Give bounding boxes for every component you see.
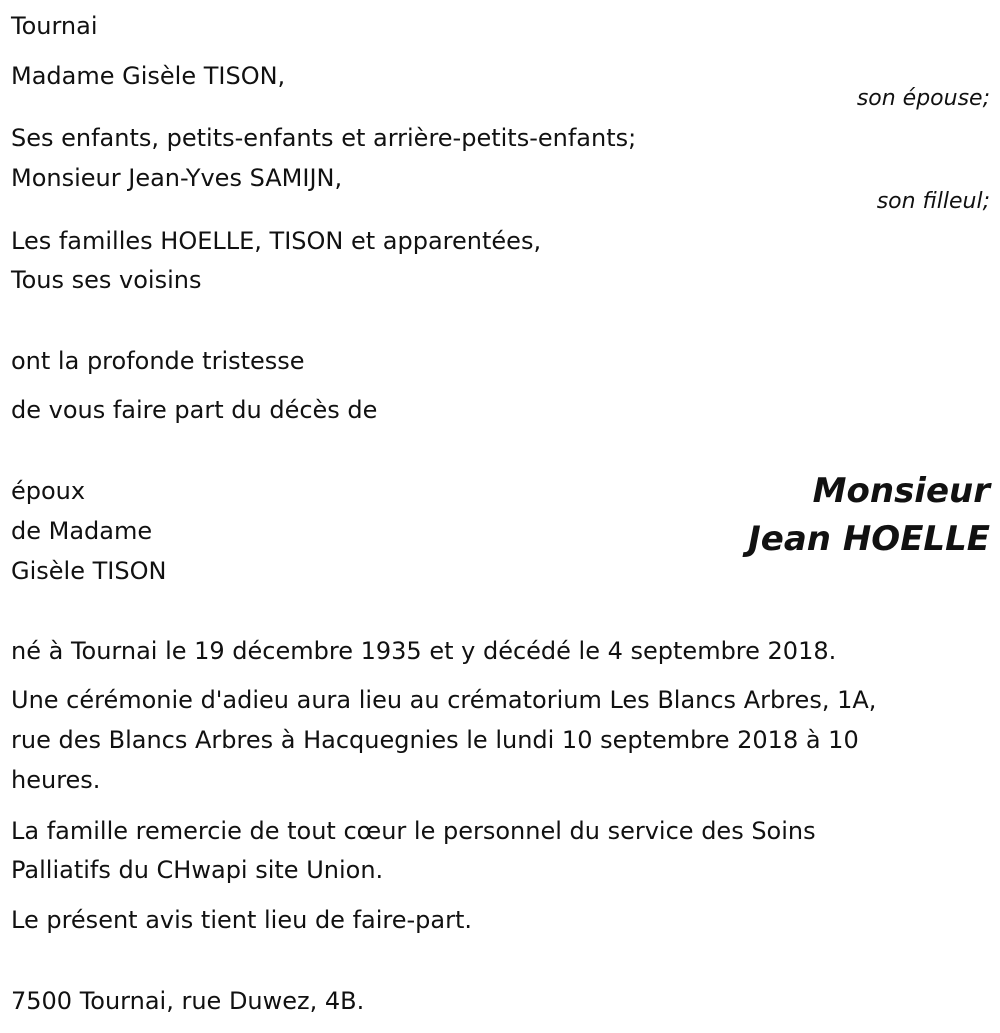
godson-role: son filleul; [876, 189, 990, 214]
ceremony-line-2: rue des Blancs Arbres à Hacquegnies le lundi 10 septembre 2018 à 10 [11, 726, 859, 754]
spouse-line: Madame Gisèle TISON, [11, 62, 286, 90]
children-line: Ses enfants, petits-enfants et arrière-petits-enfants; [11, 124, 637, 152]
thanks-line-2: Palliatifs du CHwapi site Union. [11, 856, 384, 884]
city: Tournai [11, 12, 98, 40]
godson-line: Monsieur Jean-Yves SAMIJN, [11, 164, 343, 192]
spouse-role: son épouse; [856, 86, 990, 111]
address-line: 7500 Tournai, rue Duwez, 4B. [11, 987, 365, 1015]
ceremony-line-3: heures. [11, 766, 101, 794]
spouse-of-line-3: Gisèle TISON [11, 557, 167, 585]
announcement-line-2: de vous faire part du décès de [11, 396, 378, 424]
deceased-name: Jean HOELLE [748, 519, 990, 559]
spouse-of-line-2: de Madame [11, 517, 153, 545]
notice-note: Le présent avis tient lieu de faire-part. [11, 906, 473, 934]
ceremony-line-1: Une cérémonie d'adieu aura lieu au crématorium Les Blancs Arbres, 1A, [11, 686, 877, 714]
deceased-title: Monsieur [812, 471, 990, 511]
birth-death-line: né à Tournai le 19 décembre 1935 et y décédé le 4 septembre 2018. [11, 637, 837, 665]
spouse-of-line-1: époux [11, 477, 86, 505]
thanks-line-1: La famille remercie de tout cœur le personnel du service des Soins [11, 817, 816, 845]
announcement-line-1: ont la profonde tristesse [11, 347, 305, 375]
families-line: Les familles HOELLE, TISON et apparentées, [11, 227, 542, 255]
neighbors-line: Tous ses voisins [11, 266, 202, 294]
